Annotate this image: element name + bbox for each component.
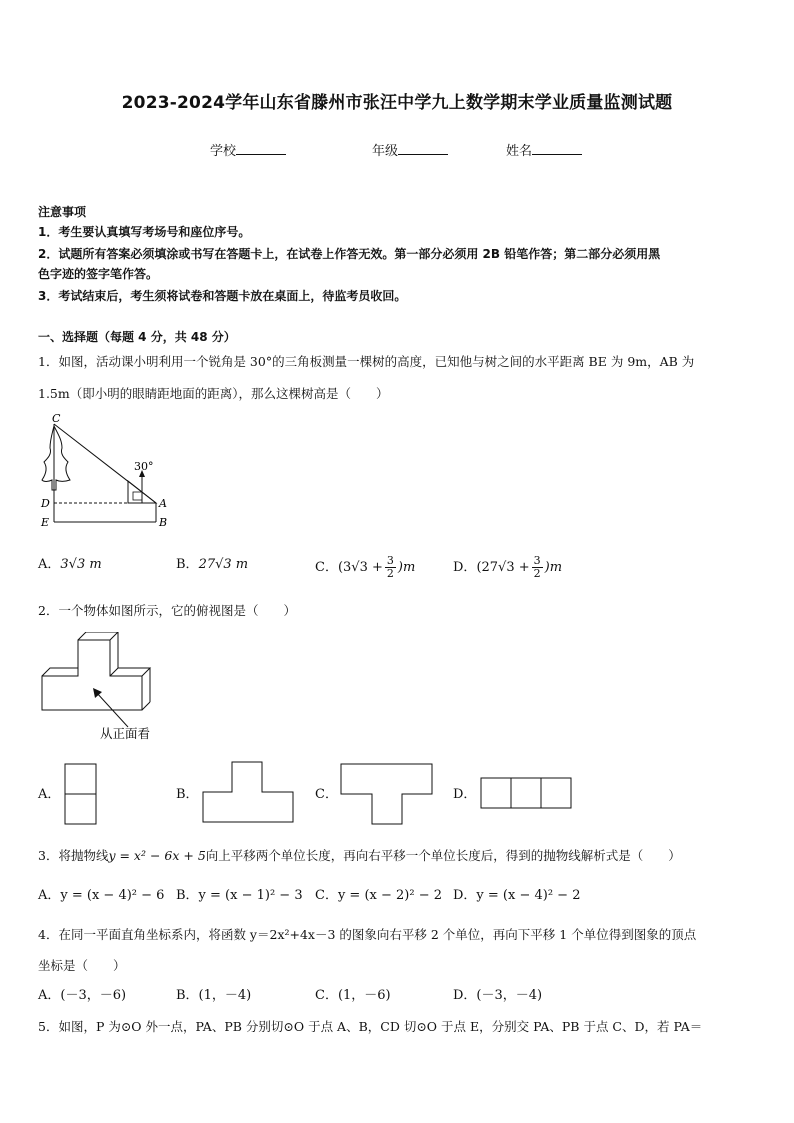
q4-option-b[interactable]: B．(1，－4) (176, 988, 252, 1003)
grade-blank[interactable] (398, 142, 448, 155)
note-2a: 2．试题所有答案必须填涂或书写在答题卡上，在试卷上作答无效。第一部分必须用 2B 铅笔作答；第二部分必须用黑 (38, 247, 661, 261)
q1-option-d-post: )m (544, 560, 563, 575)
q2-option-d-shape[interactable] (480, 777, 574, 810)
q3-option-c[interactable]: C．y = (x − 2)² − 2 (315, 888, 442, 903)
q2-figure (38, 632, 168, 747)
name-label: 姓名 (506, 144, 533, 159)
q1-option-c[interactable] (315, 555, 415, 580)
q1-option-d-den: 2 (533, 567, 541, 580)
q1-option-d[interactable] (453, 555, 562, 580)
notes-heading: 注意事项 (38, 205, 87, 219)
q1-option-c-pre: (3√3 + (337, 560, 383, 575)
q2-option-a-label[interactable]: A． (38, 787, 61, 802)
q4-line1: 4．在同一平面直角坐标系内，将函数 y＝2x²+4x－3 的图象向右平移 2 个单位，再向下平移 1 个单位得到图象的顶点 (38, 927, 697, 942)
school-blank[interactable] (236, 142, 286, 155)
q3-option-b[interactable]: B．y = (x − 1)² − 3 (176, 888, 303, 903)
q2-arrow-label: 从正面看 (100, 726, 151, 741)
fig-label-d: D (41, 497, 50, 510)
fig-label-c: C (52, 412, 61, 425)
q3-option-a[interactable]: A．y = (x − 4)² − 6 (38, 888, 165, 903)
q1-option-d-pre: (27√3 + (476, 560, 530, 575)
fig-label-b: B (159, 516, 168, 529)
q2-option-b-shape[interactable] (202, 761, 294, 823)
q1-option-b-label: B． (176, 557, 199, 572)
q2-option-a-shape[interactable] (64, 763, 98, 825)
q1-line2: 1.5m（即小明的眼睛距地面的距离），那么这棵树高是（ ） (38, 386, 389, 401)
q1-option-d-label: D． (453, 560, 477, 575)
q1-option-d-num: 3 (533, 554, 541, 567)
name-blank[interactable] (532, 142, 582, 155)
q4-option-d[interactable]: D．(－3，－4) (453, 988, 543, 1003)
page-title: 2023-2024学年山东省滕州市张汪中学九上数学期末学业质量监测试题 (121, 93, 673, 113)
q1-option-c-num: 3 (386, 554, 394, 567)
q2-option-b-label[interactable]: B． (176, 787, 199, 802)
school-field[interactable] (210, 140, 286, 159)
fig-label-angle: 30° (134, 460, 154, 473)
note-1: 1．考生要认真填写考场号和座位序号。 (38, 225, 251, 239)
q1-option-a-label: A． (38, 557, 61, 572)
q3-option-d[interactable]: D．y = (x − 4)² − 2 (453, 888, 581, 903)
school-label: 学校 (210, 144, 237, 159)
q1-option-c-label: C． (315, 560, 338, 575)
q5-line1: 5．如图，P 为⊙O 外一点，PA、PB 分别切⊙O 于点 A、B，CD 切⊙O 于点 E，分别交 PA、PB 于点 C、D，若 PA＝ (38, 1019, 703, 1034)
grade-field[interactable] (372, 140, 448, 159)
q1-option-a[interactable] (38, 555, 102, 575)
q2-line1: 2．一个物体如图所示，它的俯视图是（ ） (38, 603, 296, 618)
section-heading: 一、选择题（每题 4 分，共 48 分） (38, 330, 236, 344)
q1-option-b[interactable] (176, 555, 248, 575)
q3-line1-pre: 3．将抛物线 (38, 848, 109, 863)
q4-option-c[interactable]: C．(1，－6) (315, 988, 391, 1003)
q4-line2: 坐标是（ ） (38, 958, 126, 973)
q3-line1 (38, 846, 681, 866)
q4-option-a[interactable]: A．(－3，－6) (38, 988, 127, 1003)
q3-line1-post: 向上平移两个单位长度，再向右平移一个单位长度后，得到的抛物线解析式是（ ） (205, 848, 681, 863)
q2-option-c-label[interactable]: C． (315, 787, 338, 802)
q1-option-d-fraction (532, 555, 543, 580)
fig-label-e: E (41, 516, 50, 529)
q1-option-c-post: )m (397, 560, 416, 575)
note-2b: 色字迹的签字笔作答。 (38, 267, 159, 281)
q1-option-c-den: 2 (386, 567, 394, 580)
q1-option-c-fraction (385, 555, 396, 580)
note-3: 3．考试结束后，考生须将试卷和答题卡放在桌面上，待监考员收回。 (38, 289, 407, 303)
q2-option-c-shape[interactable] (340, 763, 434, 825)
q2-option-d-label[interactable]: D． (453, 787, 477, 802)
q1-line1: 1．如图，活动课小明利用一个锐角是 30°的三角板测量一棵树的高度，已知他与树之间的水平距离 BE 为 9m，AB 为 (38, 354, 695, 369)
q1-figure (36, 410, 176, 530)
q3-line1-expr: y = x² − 6x + 5 (108, 848, 206, 863)
fig-label-a: A (159, 497, 167, 510)
name-field[interactable] (506, 140, 582, 159)
q1-option-a-text: 3√3 m (60, 557, 102, 572)
q1-option-b-text: 27√3 m (198, 557, 249, 572)
grade-label: 年级 (372, 144, 399, 159)
